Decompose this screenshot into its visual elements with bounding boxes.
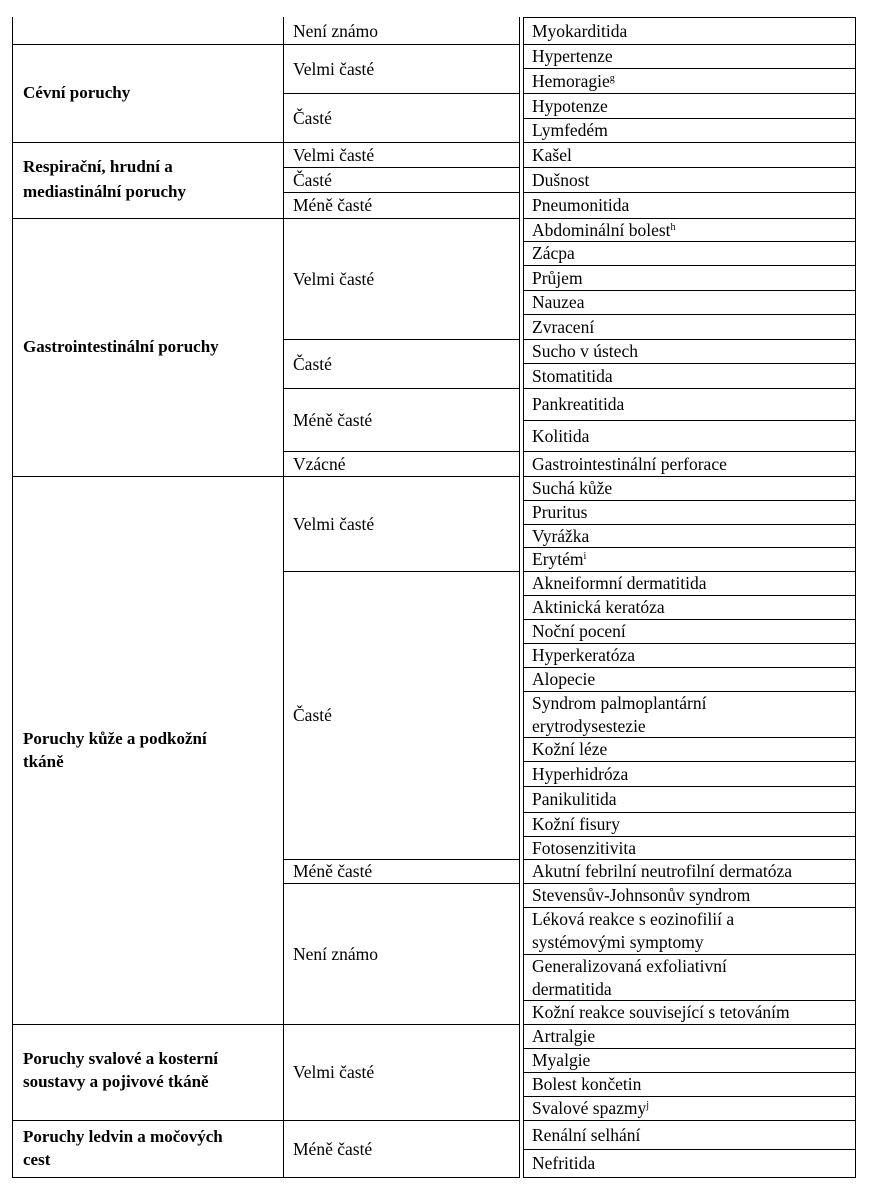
reaction-cell: Akutní febrilní neutrofilní dermatóza bbox=[532, 861, 792, 881]
table-border-left bbox=[12, 17, 13, 1178]
frequency-cell: Méně časté bbox=[293, 195, 373, 215]
organ-class-cell: Gastrointestinální poruchy bbox=[23, 337, 219, 356]
footnote-marker: j bbox=[646, 1100, 649, 1111]
organ-row-border bbox=[12, 44, 284, 45]
reaction-cell: Panikulitida bbox=[532, 789, 617, 809]
organ-class-cell: Respirační, hrudní a bbox=[23, 157, 173, 176]
reaction-cell: Artralgie bbox=[532, 1026, 596, 1046]
organ-class-cell-continued: mediastinální poruchy bbox=[23, 182, 186, 201]
reaction-cell: Akneiformní dermatitida bbox=[532, 573, 707, 593]
frequency-cell: Vzácné bbox=[293, 453, 346, 474]
reaction-cell: Pruritus bbox=[532, 502, 588, 522]
reaction-cell: Generalizovaná exfoliativní bbox=[532, 956, 727, 976]
frequency-cell: Časté bbox=[293, 705, 332, 725]
frequency-row-border bbox=[283, 883, 520, 884]
frequency-cell: Časté bbox=[293, 169, 332, 190]
reaction-row-border bbox=[523, 786, 856, 787]
frequency-row-border bbox=[283, 1024, 520, 1025]
reaction-cell: Pankreatitida bbox=[532, 394, 625, 414]
reaction-cell: Kašel bbox=[532, 144, 572, 165]
organ-class-cell: Poruchy ledvin a močových bbox=[23, 1127, 223, 1146]
frequency-cell: Méně časté bbox=[293, 1138, 373, 1159]
organ-class-cell-continued: cest bbox=[23, 1150, 51, 1169]
frequency-cell: Velmi časté bbox=[293, 144, 375, 165]
frequency-row-border bbox=[283, 571, 520, 572]
reaction-cell: Gastrointestinální perforace bbox=[532, 453, 727, 474]
reaction-cell: Bolest končetin bbox=[532, 1074, 642, 1094]
reaction-cell: Kožní reakce související s tetováním bbox=[532, 1002, 790, 1022]
reaction-cell: Fotosenzitivita bbox=[532, 837, 637, 858]
frequency-cell: Méně časté bbox=[293, 861, 373, 881]
frequency-row-border bbox=[283, 93, 520, 94]
frequency-cell: Časté bbox=[293, 107, 332, 128]
organ-class-cell-continued: tkáně bbox=[23, 752, 64, 771]
reaction-cell: Erytém$^i$ bbox=[532, 549, 587, 569]
frequency-row-border bbox=[283, 476, 520, 477]
reaction-cell: Noční pocení bbox=[532, 621, 626, 641]
reaction-cell: Suchá kůže bbox=[532, 478, 613, 498]
reaction-cell: Stomatitida bbox=[532, 365, 613, 386]
reaction-cell: Stevensův-Johnsonův syndrom bbox=[532, 885, 751, 905]
reaction-cell-continued: systémovými symptomy bbox=[532, 932, 704, 952]
frequency-row-border bbox=[283, 192, 520, 193]
organ-class-cell: Poruchy kůže a podkožní bbox=[23, 729, 207, 748]
reaction-cell: Svalové spazmy$^j$ bbox=[532, 1098, 649, 1118]
reaction-cell: Nauzea bbox=[532, 292, 585, 312]
frequency-row-border bbox=[283, 339, 520, 340]
frequency-cell: Časté bbox=[293, 353, 332, 374]
frequency-row-border bbox=[283, 388, 520, 389]
frequency-cell: Velmi časté bbox=[293, 58, 375, 79]
reaction-cell: Alopecie bbox=[532, 669, 596, 689]
frequency-cell: Není známo bbox=[293, 943, 379, 964]
reaction-cell: Vyrážka bbox=[532, 525, 590, 546]
reaction-row-border bbox=[523, 388, 856, 389]
reaction-cell: Syndrom palmoplantární bbox=[532, 693, 707, 713]
reaction-cell-continued: erytrodysestezie bbox=[532, 716, 646, 736]
reaction-cell: Kolitida bbox=[532, 425, 590, 446]
reaction-row-border bbox=[523, 1120, 856, 1121]
reaction-cell: Renální selhání bbox=[532, 1124, 641, 1145]
table-border-top bbox=[523, 17, 856, 18]
reaction-cell: Léková reakce s eozinofilií a bbox=[532, 909, 735, 929]
reaction-cell: Zácpa bbox=[532, 243, 575, 263]
reaction-cell: Hyperhidróza bbox=[532, 763, 629, 784]
reaction-row-border bbox=[523, 192, 856, 193]
frequency-cell: Velmi časté bbox=[293, 268, 375, 289]
organ-row-border bbox=[12, 1177, 284, 1178]
organ-row-border bbox=[12, 142, 284, 143]
reaction-cell: Myokarditida bbox=[532, 20, 628, 41]
reaction-cell: Zvracení bbox=[532, 316, 595, 337]
organ-row-border bbox=[12, 1120, 284, 1121]
reaction-cell: Lymfedém bbox=[532, 120, 608, 140]
frequency-cell: Velmi časté bbox=[293, 513, 375, 534]
organ-class-cell: Poruchy svalové a kosterní bbox=[23, 1049, 219, 1068]
frequency-row-border bbox=[283, 1177, 520, 1178]
reaction-row-border bbox=[523, 1149, 856, 1150]
reaction-cell: Aktinická keratóza bbox=[532, 597, 665, 617]
footnote-marker: i bbox=[583, 551, 587, 562]
reaction-cell: Abdominální bolest$^h$ bbox=[532, 219, 676, 240]
reaction-cell-continued: dermatitida bbox=[532, 979, 612, 999]
reaction-cell: Sucho v ústech bbox=[532, 341, 638, 361]
frequency-cell: Není známo bbox=[293, 20, 379, 41]
frequency-row-border bbox=[283, 1120, 520, 1121]
frequency-cell: Méně časté bbox=[293, 409, 373, 430]
frequency-row-border bbox=[283, 218, 520, 219]
reaction-cell: Kožní léze bbox=[532, 739, 608, 759]
reaction-cell: Hypertenze bbox=[532, 46, 613, 66]
reaction-cell: Pneumonitida bbox=[532, 195, 630, 215]
reaction-cell: Kožní fisury bbox=[532, 814, 620, 834]
footnote-marker: g bbox=[609, 72, 615, 84]
organ-row-border bbox=[12, 218, 284, 219]
reaction-row-border bbox=[523, 420, 856, 421]
reaction-cell: Hyperkeratóza bbox=[532, 645, 635, 665]
frequency-cell: Velmi časté bbox=[293, 1062, 375, 1082]
reaction-cell: Průjem bbox=[532, 267, 583, 288]
reaction-row-border bbox=[523, 142, 856, 143]
organ-row-border bbox=[12, 1024, 284, 1025]
reaction-row-border bbox=[523, 1177, 856, 1178]
footnote-marker: h bbox=[670, 221, 676, 233]
reaction-cell: Hypotenze bbox=[532, 95, 608, 116]
reaction-cell: Nefritida bbox=[532, 1153, 596, 1173]
frequency-row-border bbox=[283, 44, 520, 45]
organ-class-cell-continued: soustavy a pojivové tkáně bbox=[23, 1072, 209, 1091]
organ-class-cell: Cévní poruchy bbox=[23, 83, 131, 102]
reaction-cell: Dušnost bbox=[532, 169, 590, 190]
reaction-cell: Myalgie bbox=[532, 1050, 591, 1070]
organ-row-border bbox=[12, 476, 284, 477]
reaction-cell: Hemoragie$^g$ bbox=[532, 70, 615, 91]
